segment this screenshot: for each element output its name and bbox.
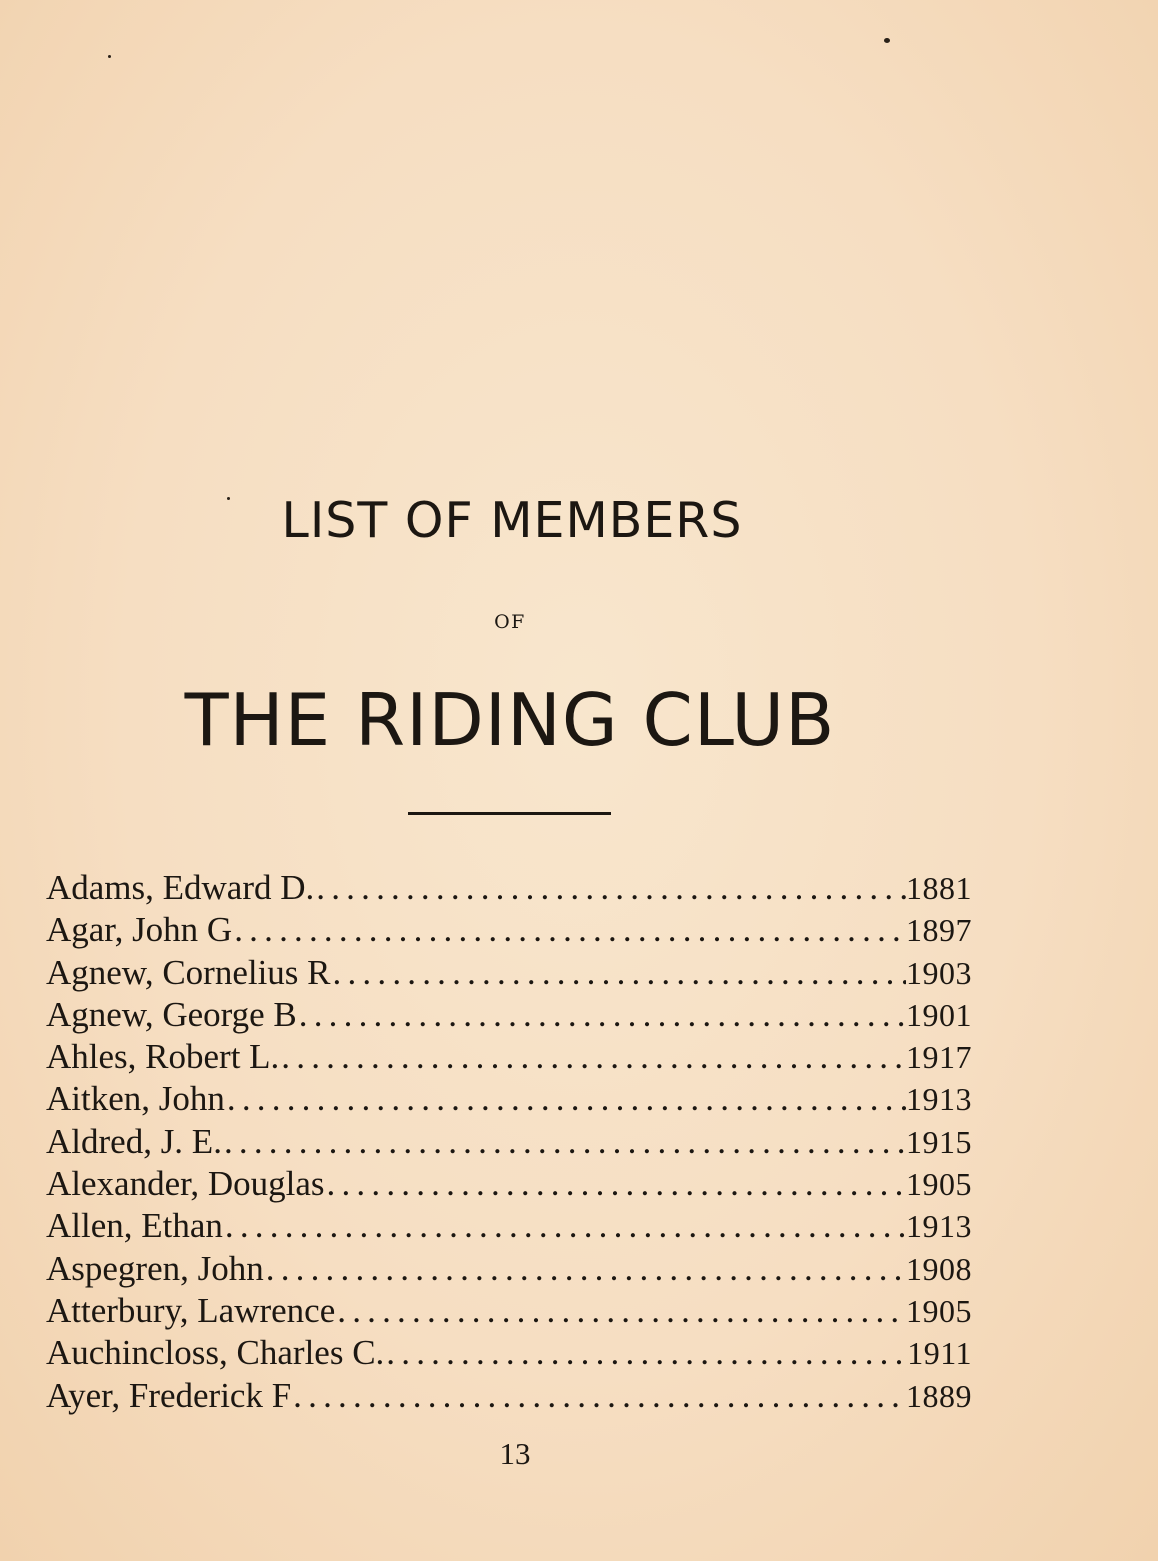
dot-leader [335,1291,906,1331]
member-name: Agar, John G [46,910,233,950]
member-entry [46,1122,972,1164]
member-year: 1905 [906,1292,972,1329]
title-club-name: THE RIDING CLUB [184,678,836,762]
member-name: Allen, Ethan [46,1206,223,1246]
member-entry [46,868,972,910]
member-name: Ayer, Frederick F [46,1375,292,1415]
member-name: Agnew, George B [46,994,297,1034]
member-entry [46,910,972,952]
member-year: 1881 [906,870,972,906]
member-entry [46,1206,972,1248]
dot-leader [331,953,906,993]
member-name: Aitken, John [46,1079,225,1119]
dot-leader [297,995,906,1035]
member-name: Aldred, J. E. [46,1121,222,1161]
member-year: 1908 [906,1250,972,1287]
member-name: Alexander, Douglas [46,1164,325,1204]
dot-leader [225,1079,906,1119]
member-name: Ahles, Robert L. [46,1037,280,1077]
member-year: 1901 [906,996,972,1033]
members-list [46,868,972,1418]
dot-leader [314,868,906,908]
member-entry [46,1291,972,1333]
member-name: Auchincloss, Charles C. [46,1333,385,1373]
member-year: 1917 [906,1039,972,1076]
ink-speck [108,55,111,58]
member-year: 1911 [907,1335,972,1372]
member-entry [46,1376,972,1418]
dot-leader [279,1037,906,1077]
member-year: 1897 [906,912,972,949]
dot-leader [223,1206,906,1246]
member-name: Aspegren, John [46,1248,264,1288]
member-year: 1915 [906,1123,972,1160]
member-year: 1913 [906,1081,972,1118]
member-entry [46,953,972,995]
title-divider [408,812,611,815]
member-entry [46,1249,972,1291]
member-entry [46,995,972,1037]
member-name: Adams, Edward D. [46,868,315,907]
dot-leader [222,1122,906,1162]
member-name: Agnew, Cornelius R [46,952,331,992]
member-year: 1889 [906,1377,972,1414]
ink-speck [884,38,890,43]
dot-leader [291,1376,906,1416]
dot-leader [264,1249,906,1289]
title-list-of-members: LIST OF MEMBERS [281,492,743,549]
member-name: Atterbury, Lawrence [46,1290,336,1330]
dot-leader [384,1333,907,1373]
member-year: 1905 [906,1166,972,1203]
dot-leader [325,1164,906,1204]
member-year: 1913 [906,1208,972,1245]
title-of: OF [494,611,526,633]
member-year: 1903 [906,954,972,991]
member-entry [46,1164,972,1206]
member-entry [46,1333,972,1375]
member-entry [46,1079,972,1121]
member-entry [46,1037,972,1079]
page-number: 13 [499,1436,531,1471]
dot-leader [232,910,906,950]
